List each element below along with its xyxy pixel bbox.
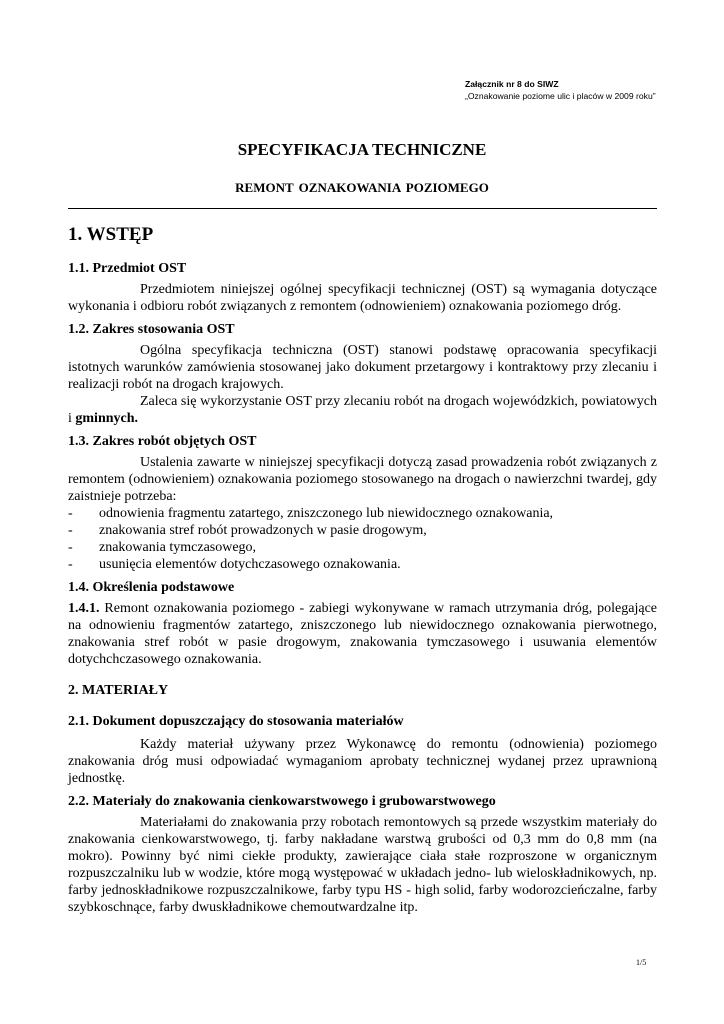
title-divider bbox=[68, 208, 657, 209]
section-2-2-heading: 2.2. Materiały do znakowania cienkowarstwowego i grubowarstwowego bbox=[68, 794, 496, 809]
attachment-subject: „Oznakowanie poziome ulic i placów w 2009 roku” bbox=[465, 91, 656, 101]
list-item-text: usunięcia elementów dotychczasowego oznakowania. bbox=[99, 557, 401, 572]
section-1-4-1-definition: Remont oznakowania poziomego - zabiegi wykonywane w ramach utrzymania dróg, polegające na odnowieniu fragmentów zatartego, zniszczonego lub niewidocznego oznakowania pierwotnego, znakowania stref robót w pasie drogowym, znakowania tymczasowego i usuwania elementów dotychchczasowego oznakowania. bbox=[68, 601, 657, 667]
document-title: SPECYFIKACJA TECHNICZNE bbox=[237, 140, 487, 159]
section-1-3-heading: 1.3. Zakres robót objętych OST bbox=[68, 434, 257, 449]
document-subtitle: REMONT OZNAKOWANIA POZIOMEGO bbox=[235, 180, 489, 195]
section-2-1-heading: 2.1. Dokument dopuszczający do stosowania materiałów bbox=[68, 714, 404, 729]
dash-bullet: - bbox=[68, 523, 73, 538]
section-1-2-heading: 1.2. Zakres stosowania OST bbox=[68, 322, 235, 337]
document-body bbox=[68, 224, 657, 916]
section-2-1-text: Każdy materiał używany przez Wykonawcę do remontu (odnowienia) poziomego znakowania dróg musi odpowiadać wymaganiom aprobaty technicznej wydanej przez uprawnioną jednostkę. bbox=[68, 737, 657, 786]
section-1-4-1-text bbox=[68, 600, 657, 668]
section-1-2-text-2-bold: gminnych. bbox=[75, 411, 139, 426]
section-1-1-text: Przedmiotem niniejszej ogólnej specyfikacji technicznej (OST) są wymagania dotyczące wykonania i odbioru robót związanych z remontem (odnowieniem) oznakowania poziomego dróg. bbox=[68, 282, 657, 314]
list-item-text: znakowania stref robót prowadzonych w pasie drogowym, bbox=[99, 523, 427, 538]
list-item bbox=[68, 539, 657, 556]
attachment-number: Załącznik nr 8 do SIWZ bbox=[465, 79, 559, 89]
attachment-note bbox=[465, 78, 656, 102]
section-1-2-text-1: Ogólna specyfikacja techniczna (OST) stanowi podstawę opracowania specyfikacji istotnych warunków zamówienia stosowanej jako dokument przetargowy i kontraktowy przy zlecaniu i realizacji robót na drogach krajowych. bbox=[68, 343, 657, 392]
list-item-text: odnowienia fragmentu zatartego, zniszczonego lub niewidocznego oznakowania, bbox=[99, 506, 554, 521]
list-item bbox=[68, 522, 657, 539]
section-2-2-text: Materiałami do znakowania przy robotach remontowych są przede wszystkim materiały do znakowania cienkowarstwowego, tj. farby nakładane warstwą grubości od 0,3 mm do 0,8 mm (na mokro). Powinny być nimi ciekłe produkty, zawierające ciała stałe rozproszone w organicznym rozpuszczalniku lub w wodzie, które mogą występować w układach jedno- lub wieloskładnikowych, np. farby jednoskładnikowe rozpuszczalnikowe, farby typu HS - high solid, farby wodorozcieńczalne, farby szybkoschnące, farby dwuskładnikowe chemoutwardzalne itp. bbox=[68, 815, 657, 915]
section-2-heading: 2. MATERIAŁY bbox=[68, 683, 169, 698]
section-1-4-1-number: 1.4.1. bbox=[68, 601, 100, 616]
section-1-1-heading: 1.1. Przedmiot OST bbox=[68, 261, 187, 276]
section-1-heading: 1. WSTĘP bbox=[68, 224, 154, 245]
section-1-4-heading: 1.4. Określenia podstawowe bbox=[68, 580, 235, 595]
section-1-2-text-2-main: Zaleca się wykorzystanie OST przy zlecaniu robót na drogach wojewódzkich, powiatowych i bbox=[68, 394, 657, 426]
dash-bullet: - bbox=[68, 506, 73, 521]
list-item bbox=[68, 505, 657, 522]
list-item-text: znakowania tymczasowego, bbox=[99, 540, 257, 555]
dash-bullet: - bbox=[68, 540, 73, 555]
section-1-2-text-2 bbox=[68, 393, 657, 427]
section-1-3-text: Ustalenia zawarte w niniejszej specyfikacji dotyczą zasad prowadzenia robót związanych z remontem (odnowieniem) oznakowania poziomego stosowanego na drogach o nawierzchni twardej, gdy zaistnieje potrzeba: bbox=[68, 455, 657, 504]
section-1-3-list bbox=[68, 505, 657, 573]
dash-bullet: - bbox=[68, 557, 73, 572]
page-number: 1/5 bbox=[636, 958, 647, 967]
list-item bbox=[68, 556, 657, 573]
